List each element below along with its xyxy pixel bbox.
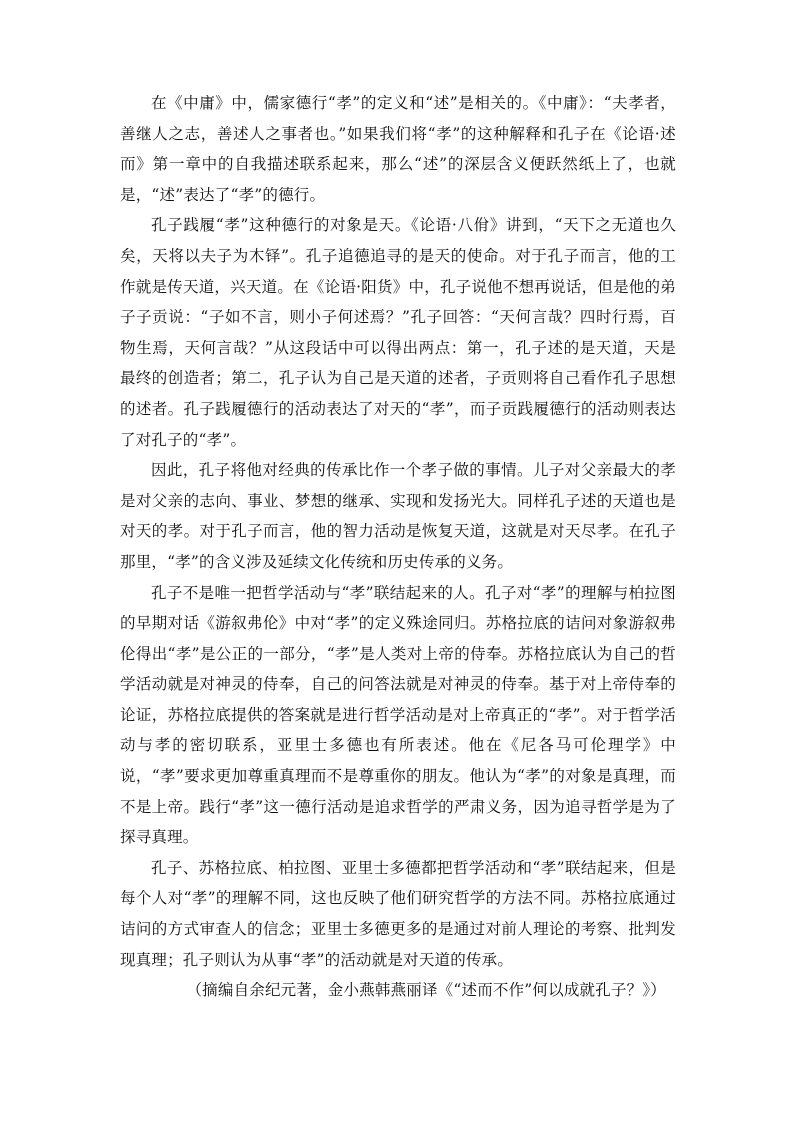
paragraph-5: 孔子、苏格拉底、柏拉图、亚里士多德都把哲学活动和“孝”联结起来，但是每个人对“孝”的理解不同，这也反映了他们研究哲学的方法不同。苏格拉底通过诘问的方式审查人的信念；亚里士多德更多的是通过对前人理论的考察、批判发现真理；孔子则认为从事“孝”的活动就是对天道的传承。: [120, 858, 676, 969]
article-body: [120, 88, 676, 1006]
source-citation: （摘编自余纪元著，金小燕韩燕丽译《“述而不作”何以成就孔子？》）: [186, 981, 666, 1000]
paragraph-4: 孔子不是唯一把哲学活动与“孝”联结起来的人。孔子对“孝”的理解与柏拉图的早期对话《游叙弗伦》中对“孝”的定义殊途同归。苏格拉底的诘问对象游叙弗伦得出“孝”是公正的一部分，“孝”是人类对上帝的侍奉。苏格拉底认为自己的哲学活动就是对神灵的侍奉，自己的问答法就是对神灵的侍奉。基于对上帝侍奉的论证，苏格拉底提供的答案就是进行哲学活动是对上帝真正的“孝”。对于哲学活动与孝的密切联系，亚里士多德也有所表述。他在《尼各马可伦理学》中说，“孝”要求更加尊重真理而不是尊重你的朋友。他认为“孝”的对象是真理，而不是上帝。践行“孝”这一德行活动是追求哲学的严肃义务，因为追寻哲学是为了探寻真理。: [120, 583, 676, 847]
paragraph-2: 孔子践履“孝”这种德行的对象是天。《论语·八佾》讲到，“天下之无道也久矣，天将以夫子为木铎”。孔子追德追寻的是天的使命。对于孔子而言，他的工作就是传天道，兴天道。在《论语·阳货》中，孔子说他不想再说话，但是他的弟子子贡说：“子如不言，则小子何述焉？”孔子回答：“天何言哉？四时行焉，百物生焉，天何言哉？”从这段话中可以得出两点：第一，孔子述的是天道，天是最终的创造者；第二，孔子认为自己是天道的述者，子贡则将自己看作孔子思想的述者。孔子践履德行的活动表达了对天的“孝”，而子贡践履德行的活动则表达了对孔子的“孝”。: [120, 216, 676, 449]
paragraph-3: 因此，孔子将他对经典的传承比作一个孝子做的事情。儿子对父亲最大的孝是对父亲的志向、事业、梦想的继承、实现和发扬光大。同样孔子述的天道也是对天的孝。对于孔子而言，他的智力活动是恢复天道，这就是对天尽孝。在孔子那里，“孝”的含义涉及延续文化传统和历史传承的义务。: [120, 461, 676, 571]
paragraph-1: 在《中庸》中，儒家德行“孝”的定义和“述”是相关的。《中庸》：“夫孝者，善继人之志，善述人之事者也。”如果我们将“孝”的这种解释和孔子在《论语·述而》第一章中的自我描述联系起来，那么“述”的深层含义便跃然纸上了，也就是，“述”表达了“孝”的德行。: [120, 94, 676, 204]
